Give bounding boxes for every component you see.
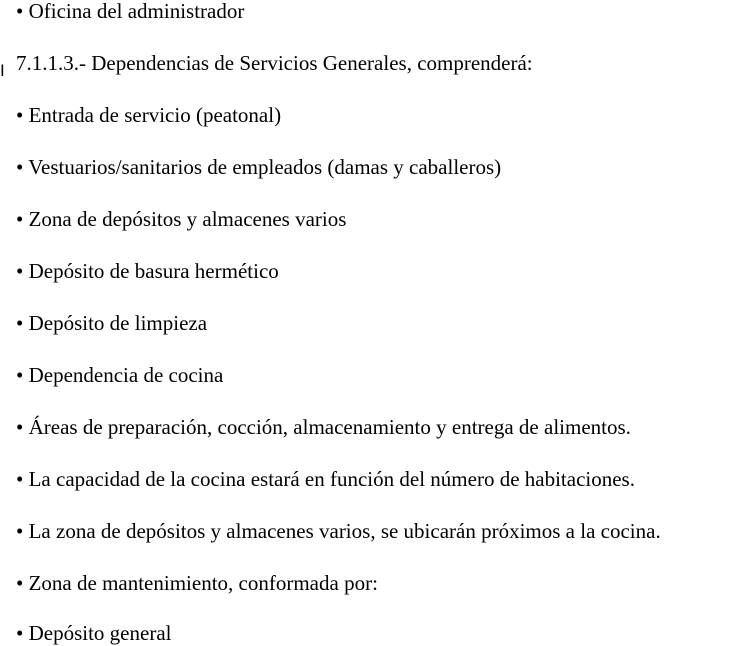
list-item-service-entrance: • Entrada de servicio (peatonal)	[16, 103, 282, 127]
section-heading-general-services: 7.1.1.3.- Dependencias de Servicios Generales, comprenderá:	[16, 51, 533, 75]
list-item-office-administrator: • Oficina del administrador	[16, 0, 245, 23]
list-item-kitchen-capacity: • La capacidad de la cocina estará en función del número de habitaciones.	[16, 467, 635, 491]
list-item-storage-zone: • Zona de depósitos y almacenes varios	[16, 207, 347, 231]
list-item-kitchen-dependency: • Dependencia de cocina	[16, 363, 224, 387]
list-item-storage-location: • La zona de depósitos y almacenes varios, se ubicarán próximos a la cocina.	[16, 519, 661, 543]
list-item-general-deposit: • Depósito general	[16, 621, 172, 645]
text-cursor-icon: I	[0, 61, 5, 80]
list-item-cleaning-deposit: • Depósito de limpieza	[16, 311, 208, 335]
list-item-trash-deposit: • Depósito de basura hermético	[16, 259, 279, 283]
list-item-employee-lockers: • Vestuarios/sanitarios de empleados (damas y caballeros)	[16, 155, 502, 179]
list-item-food-areas: • Áreas de preparación, cocción, almacenamiento y entrega de alimentos.	[16, 415, 631, 439]
list-item-maintenance-zone: • Zona de mantenimiento, conformada por:	[16, 571, 378, 595]
